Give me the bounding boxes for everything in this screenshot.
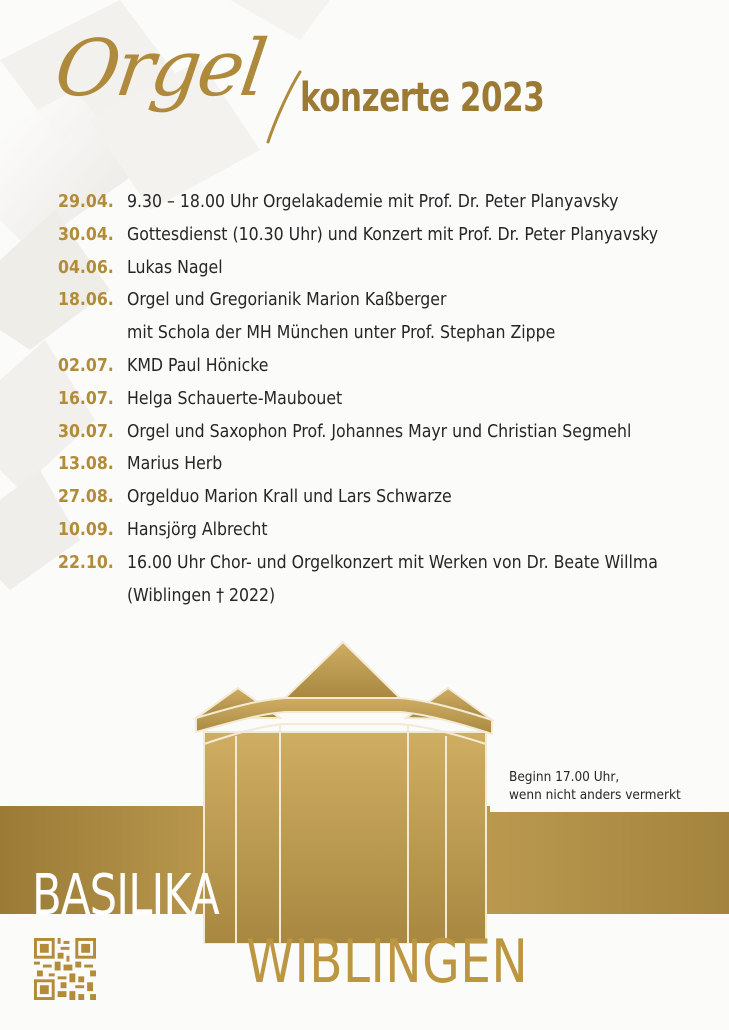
event-date: 22.10. <box>58 552 114 573</box>
event-text: KMD Paul Hönicke <box>127 355 269 376</box>
event-text: Gottesdienst (10.30 Uhr) und Konzert mit Prof. Dr. Peter Planyavsky <box>127 224 659 245</box>
event-date: 02.07. <box>58 355 114 376</box>
event-text: 16.00 Uhr Chor- und Orgelkonzert mit Werken von Dr. Beate Willma (Wiblingen † 2022) <box>127 552 658 606</box>
event-text: Lukas Nagel <box>127 257 223 278</box>
event-text: Marius Herb <box>127 454 223 475</box>
title-script: Orgel <box>49 24 270 114</box>
event-text: Helga Schauerte-Maubouet <box>127 388 343 409</box>
event-text: Orgel und Saxophon Prof. Johannes Mayr und Christian Segmehl <box>127 421 632 442</box>
event-text: Orgelduo Marion Krall und Lars Schwarze <box>127 487 452 508</box>
event-date: 18.06. <box>58 290 114 311</box>
title-rest: konzerte 2023 <box>300 75 545 121</box>
event-date: 29.04. <box>58 192 114 212</box>
event-date: 10.09. <box>58 519 114 540</box>
event-date: 13.08. <box>58 454 114 475</box>
event-date: 04.06. <box>58 257 114 278</box>
start-time-note: Beginn 17.00 Uhr, wenn nicht anders vermerkt <box>509 769 681 803</box>
event-date: 30.07. <box>58 421 114 442</box>
footer-wiblingen: WIBLINGEN <box>246 927 529 997</box>
qr-code-icon[interactable] <box>34 938 96 1000</box>
event-text: Hansjörg Albrecht <box>127 519 268 540</box>
event-date: 16.07. <box>58 388 114 409</box>
event-text: 9.30 – 18.00 Uhr Orgelakademie mit Prof. Dr. Peter Planyavsky <box>127 192 619 212</box>
event-date: 30.04. <box>58 224 114 245</box>
event-text: Orgel und Gregorianik Marion Kaßberger mit Schola der MH München unter Prof. Stephan Zippe <box>127 290 556 344</box>
footer-basilika: BASILIKA <box>32 863 219 928</box>
event-date: 27.08. <box>58 487 114 508</box>
